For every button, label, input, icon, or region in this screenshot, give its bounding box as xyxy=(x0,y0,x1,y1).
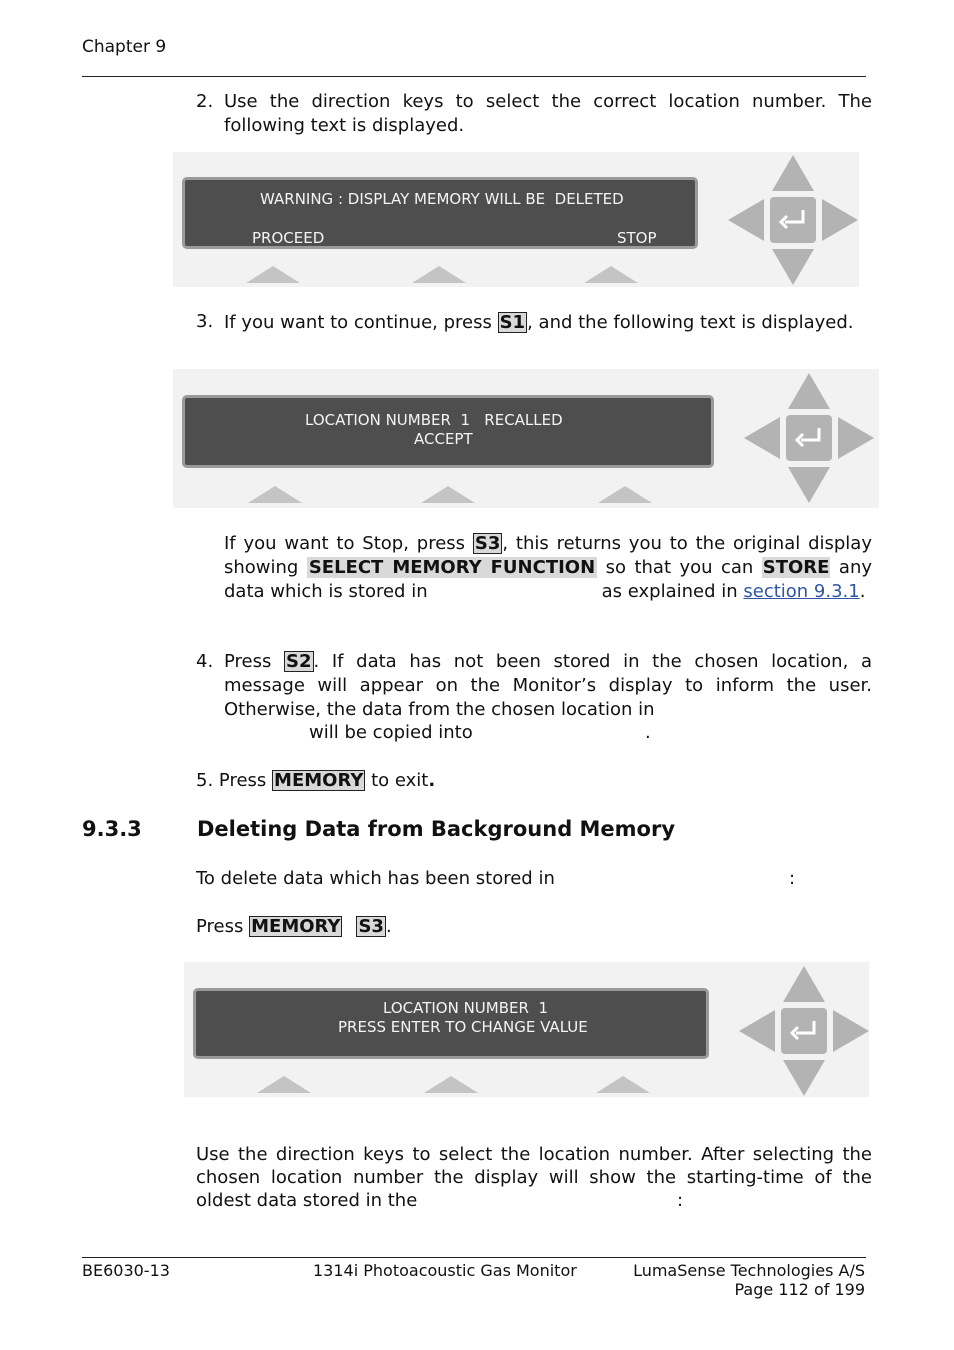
stop-text-1: If you want to Stop, press xyxy=(224,533,473,554)
stop-paragraph xyxy=(224,532,872,604)
left-arrow-icon[interactable] xyxy=(728,199,764,241)
key-s1-label: S1 xyxy=(499,312,526,333)
step-4-copy-text: will be copied into xyxy=(309,722,473,743)
step-3-pre: If you want to continue, press xyxy=(224,312,498,333)
menu-name-highlight: SELECT MEMORY FUNCTION xyxy=(308,557,596,578)
lcd-3-location-text: LOCATION NUMBER 1 xyxy=(383,999,548,1017)
softkey-s2-icon[interactable] xyxy=(421,486,475,503)
lcd-screen-1 xyxy=(182,177,698,249)
lcd-screen-2 xyxy=(182,395,714,468)
header-rule xyxy=(82,76,866,77)
key-s3-label-2: S3 xyxy=(358,916,384,937)
left-arrow-icon[interactable] xyxy=(744,417,780,459)
softkey-s1-icon[interactable] xyxy=(248,486,302,503)
step-5-pre: Press xyxy=(218,770,273,791)
stop-text-3: so that you can xyxy=(597,557,762,578)
left-arrow-icon[interactable] xyxy=(739,1010,775,1052)
lcd-1-stop-label: STOP xyxy=(617,229,657,247)
right-arrow-icon[interactable] xyxy=(822,199,858,241)
stop-text-5: as explained in xyxy=(601,581,744,602)
stop-text-2: , this returns you to the original display showing xyxy=(224,533,872,578)
softkey-s3-icon[interactable] xyxy=(598,486,652,503)
lcd-screen-3 xyxy=(193,988,709,1059)
lcd-1-proceed-label: PROCEED xyxy=(252,229,325,247)
step-2-number: 2. xyxy=(196,91,214,112)
step-4-end-dot: . xyxy=(645,722,651,743)
footer-product: 1314i Photoacoustic Gas Monitor xyxy=(313,1261,577,1280)
footer-page-number: Page 112 of 199 xyxy=(734,1280,865,1299)
enter-icon[interactable] xyxy=(770,197,816,243)
display-panel-3 xyxy=(184,962,869,1097)
softkey-s3-icon[interactable] xyxy=(584,266,638,283)
key-s3-label: S3 xyxy=(474,533,501,554)
press-post: . xyxy=(385,916,392,937)
section-number: 9.3.3 xyxy=(82,817,142,841)
step-3-post: , and the following text is displayed. xyxy=(527,312,854,333)
direction-pad-2[interactable] xyxy=(744,373,874,503)
enter-icon[interactable] xyxy=(786,415,832,461)
key-s2-label: S2 xyxy=(286,651,312,672)
step-3-text xyxy=(224,310,872,335)
right-arrow-icon[interactable] xyxy=(838,417,874,459)
final-paragraph-colon: : xyxy=(677,1190,684,1211)
softkey-s1-icon[interactable] xyxy=(246,266,300,283)
step-4-post: . If data has not been stored in the chosen location, a message will appear on the Monitor’s display to inform the user. Otherwise, the data from the chosen location in xyxy=(224,651,872,720)
store-keyword: STORE xyxy=(762,557,830,578)
softkey-s1-icon[interactable] xyxy=(257,1076,311,1093)
key-memory-label-2: MEMORY xyxy=(251,916,341,937)
footer-doc-id: BE6030-13 xyxy=(82,1261,170,1280)
step-5-line xyxy=(196,769,435,793)
stop-text-4: any data which is stored in xyxy=(224,557,873,602)
press-keys-line xyxy=(196,915,392,939)
lcd-1-warning-text: WARNING : DISPLAY MEMORY WILL BE DELETED xyxy=(260,190,624,208)
softkey-s2-icon[interactable] xyxy=(412,266,466,283)
lcd-2-location-text: LOCATION NUMBER 1 RECALLED xyxy=(305,411,563,429)
step-5-post: to exit xyxy=(365,770,429,791)
direction-pad-1[interactable] xyxy=(728,155,858,285)
press-pre: Press xyxy=(196,916,250,937)
step-4-text xyxy=(224,650,872,722)
step-5-dot: . xyxy=(428,770,436,791)
up-arrow-icon[interactable] xyxy=(772,155,814,191)
step-4-pre: Press xyxy=(224,651,285,672)
section-title: Deleting Data from Background Memory xyxy=(197,817,676,841)
footer-rule xyxy=(82,1257,866,1258)
softkey-s2-icon[interactable] xyxy=(424,1076,478,1093)
step-3-number: 3. xyxy=(196,311,214,332)
step-5-number: 5. xyxy=(196,770,214,791)
step-4-number: 4. xyxy=(196,651,214,672)
key-memory-label: MEMORY xyxy=(274,770,364,791)
step-2-text: Use the direction keys to select the correct location number. The following text is displayed. xyxy=(224,91,872,136)
section-9-3-1-link[interactable]: section 9.3.1 xyxy=(743,581,860,602)
enter-icon[interactable] xyxy=(781,1008,827,1054)
up-arrow-icon[interactable] xyxy=(783,966,825,1002)
down-arrow-icon[interactable] xyxy=(772,249,814,285)
final-paragraph: Use the direction keys to select the location number. After selecting the chosen location number the display will show the starting-time of the oldest data stored in the xyxy=(196,1144,872,1211)
footer-company: LumaSense Technologies A/S xyxy=(633,1261,865,1280)
stop-text-6: . xyxy=(859,581,866,602)
down-arrow-icon[interactable] xyxy=(788,467,830,503)
delete-intro-text: To delete data which has been stored in xyxy=(196,868,555,889)
lcd-2-accept-label: ACCEPT xyxy=(414,430,473,448)
chapter-label: Chapter 9 xyxy=(82,37,167,57)
direction-pad-3[interactable] xyxy=(739,966,869,1096)
down-arrow-icon[interactable] xyxy=(783,1060,825,1096)
delete-intro-colon: : xyxy=(789,868,796,889)
softkey-s3-icon[interactable] xyxy=(596,1076,650,1093)
display-panel-2 xyxy=(173,369,879,508)
display-panel-1 xyxy=(173,152,859,287)
right-arrow-icon[interactable] xyxy=(833,1010,869,1052)
up-arrow-icon[interactable] xyxy=(788,373,830,409)
lcd-3-instruction-text: PRESS ENTER TO CHANGE VALUE xyxy=(338,1018,588,1036)
